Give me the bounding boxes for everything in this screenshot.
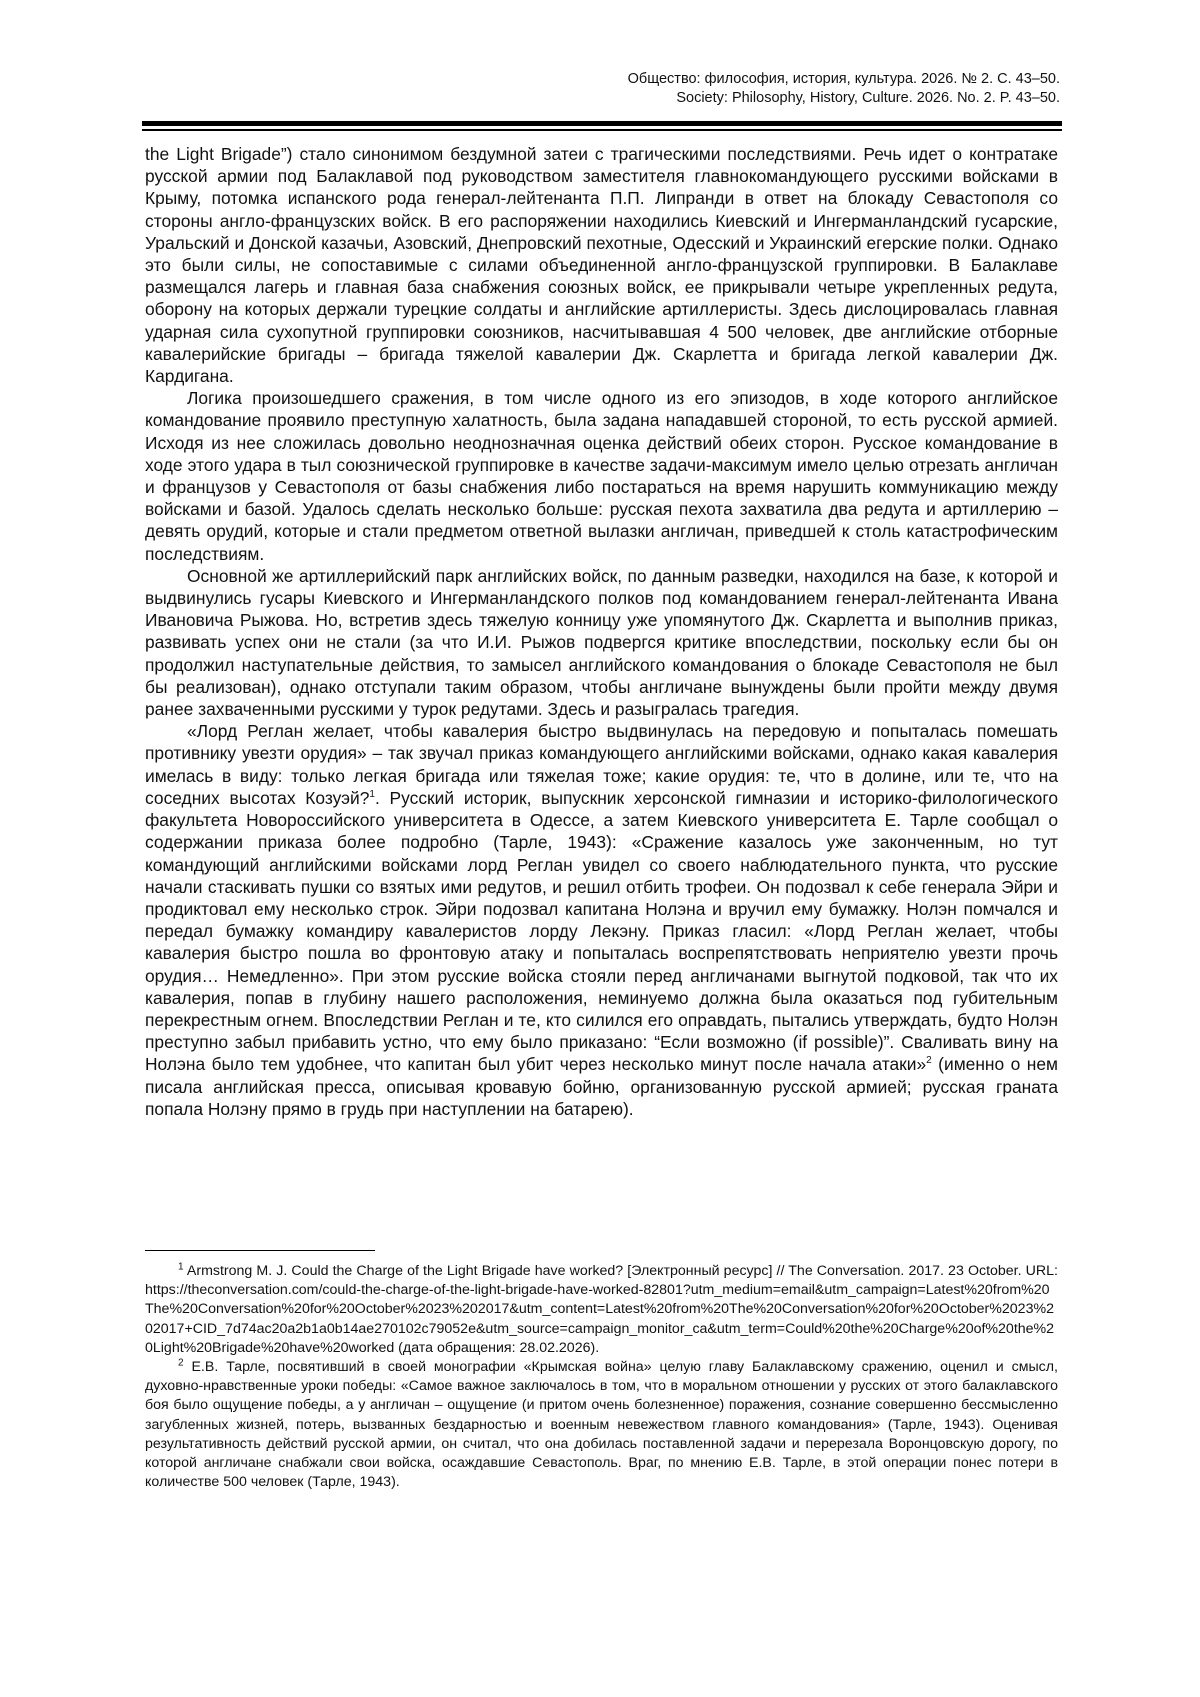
footnotes [145,1262,1058,1492]
footnote-1-number: 1 [178,1261,184,1273]
footnote-1-text[interactable]: Armstrong M. J. Could the Charge of the Light Brigade have worked? [Электронный ресурс] // The Conversation. 2017. 23 October. URL: https://theconversation.com/could-the-charge-of-the-light-brigade-have-worked-82801?utm_medium=email&utm_campaign=Latest%20from%20The%20Conversation%20for%20October%2023%202017&utm_content=Latest%20from%20The%20Conversation%20for%20October%2023%202017+CID_7d74ac20a2b1a0b14ae270102c79052e&utm_source=campaign_monitor_ca&utm_term=Could%20the%20Charge%20of%20the%20Light%20Brigade%20have%20worked (дата обращения: 28.02.2026). [145,1263,1058,1356]
footnote-ref-1[interactable]: 1 [369,789,375,801]
paragraph-2: Логика произошедшего сражения, в том числе одного из его эпизодов, в ходе которого английское командование проявило преступную халатность, была задана нападавшей стороной, то есть русской армией. Исходя из нее сложилась довольно неоднозначная оценка действий обеих сторон. Русское командование в ходе этого удара в тыл союзнической группировке в качестве задачи-максимум имело целью отрезать англичан и французов у Севастополя от базы снабжения либо постараться на время нарушить коммуникацию между войсками и базой. Удалось сделать несколько больше: русская пехота захватила два редута и артиллерию – девять орудий, которые и стали предметом ответной вылазки англичан, приведшей к столь катастрофическим последствиям. [145,388,1058,564]
header-line-en: Society: Philosophy, History, Culture. 2026. No. 2. P. 43–50. [676,90,1060,106]
article-body [145,143,1058,1120]
footnote-2-number: 2 [178,1357,184,1369]
footnote-ref-2[interactable]: 2 [926,1055,932,1067]
footnote-2 [145,1358,1058,1492]
header-rule-thick [142,121,1062,126]
header-rule-thin [142,129,1062,131]
footnote-1 [145,1262,1058,1358]
paragraph-1: the Light Brigade”) стало синонимом бездумной затеи с трагическими последствиями. Речь идет о контратаке русской армии под Балаклавой под руководством заместителя главнокомандующего русскими войсками в Крыму, потомка испанского рода генерал-лейтенанта П.П. Липранди в ответ на блокаду Севастополя со стороны англо-французских войск. В его распоряжении находились Киевский и Ингерманландский гусарские, Уральский и Донской казачьи, Азовский, Днепровский пехотные, Одесский и Украинский егерские полки. Однако это были силы, не сопоставимые с силами объединенной англо-французской группировки. В Балаклаве размещался лагерь и главная база снабжения союзных войск, ее прикрывали четыре укрепленных редута, оборону на которых держали турецкие солдаты и английские артиллеристы. Здесь дислоцировалась главная ударная сила сухопутной группировки союзников, насчитывавшая 4 500 человек, две английские отборные кавалерийские бригады – бригада тяжелой кавалерии Дж. Скарлетта и бригада легкой кавалерии Дж. Кардигана. [145,144,1058,387]
header-line-ru: Общество: философия, история, культура. 2026. № 2. С. 43–50. [627,71,1060,87]
paragraph-4-part-c: (именно о нем писала английская пресса, описывая кровавую бойню, организованную русской армией; русская граната попала Нолэну прямо в грудь при наступлении на батарею). [145,1054,1059,1119]
paragraph-3: Основной же артиллерийский парк английских войск, по данным разведки, находился на базе, к которой и выдвинулись гусары Киевского и Ингерманландского полков под командованием генерал-лейтенанта Ивана Ивановича Рыжова. Но, встретив здесь тяжелую конницу уже упомянутого Дж. Скарлетта и выполнив приказ, развивать успех они не стали (за что И.И. Рыжов подвергся критике впоследствии, поскольку если бы он продолжил наступательные действия, то замысел английского командования о блокаде Севастополя не был бы реализован), однако отступали таким образом, чтобы англичане вынуждены были пройти между двумя ранее захваченными русскими у турок редутами. Здесь и разыгралась трагедия. [145,565,1058,720]
footnote-separator [145,1250,375,1251]
footnote-2-text: Е.В. Тарле, посвятивший в своей монографии «Крымская война» целую главу Балаклавскому сражению, оценил и смысл, духовно-нравственные уроки победы: «Самое важное заключалось в том, что в моральном отношении у русских от этого балаклавского боя было ощущение победы, а у англичан – ощущение (и притом очень болезненное) поражения, сознание совершенно бессмысленно загубленных жизней, потерь, вызванных бездарностью и военным невежеством главного командования» (Тарле, 1943). Оценивая результативность действий русской армии, он считал, что она добилась поставленной задачи и перерезала Воронцовскую дорогу, по которой англичане снабжали свои войска, осаждавшие Севастополь. Враг, по мнению Е.В. Тарле, в этой операции понес потери в количестве 500 человек (Тарле, 1943). [145,1359,1058,1491]
paragraph-4-part-a: «Лорд Реглан желает, чтобы кавалерия быстро выдвинулась на передовую и попыталась помешать противнику увезти орудия» – так звучал приказ командующего английскими войсками, однако какая кавалерия имелась в виду: только легкая бригада или тяжелая тоже; какие орудия: те, что в долине, или те, что на соседних высотах Козуэй? [145,721,1058,808]
paragraph-4 [145,720,1058,1120]
paragraph-4-part-b: . Русский историк, выпускник херсонской гимназии и историко-филологического факультета Новороссийского университета в Одессе, а затем Киевского университета Е. Тарле сообщал о содержании приказа более подробно (Тарле, 1943): «Сражение казалось уже законченным, но тут командующий английскими войсками лорд Реглан увидел со своего наблюдательного пункта, что русские начали стаскивать пушки со взятых ими редутов, и решил отбить трофеи. Он подозвал к себе генерала Эйри и продиктовал ему несколько строк. Эйри подозвал капитана Нолэна и вручил ему бумажку. Нолэн помчался и передал бумажку командиру кавалеристов лорду Лекэну. Приказ гласил: «Лорд Реглан желает, чтобы кавалерия быстро пошла во фронтовую атаку и попыталась воспрепятствовать неприятелю увезти прочь орудия… Немедленно». При этом русские войска стояли перед англичанами выгнутой подковой, так что их кавалерия, попав в глубину нашего расположения, неминуемо должна была оказаться под губительным перекрестным огнем. Впоследствии Реглан и те, кто силился его оправдать, пытались утверждать, будто Нолэн преступно забыл прибавить устно, что ему было приказано: “Если возможно (if possible)”. Сваливать вину на Нолэна было тем удобнее, что капитан был убит через несколько минут после начала атаки» [145,787,1058,1075]
running-header [160,70,1060,108]
